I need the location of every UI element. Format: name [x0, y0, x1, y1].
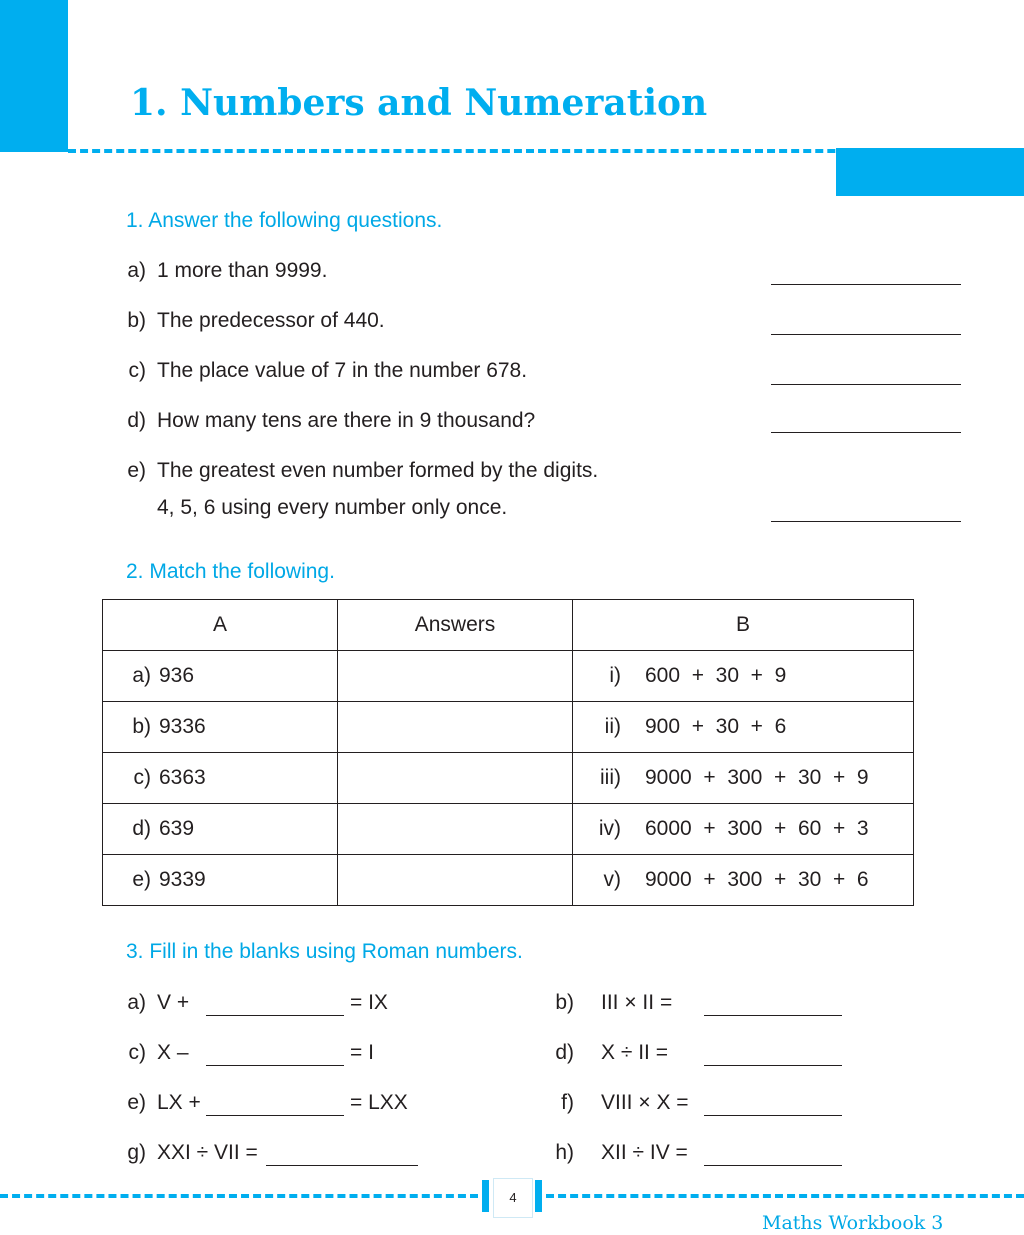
roman-blank-a[interactable] — [206, 1015, 344, 1016]
roman-f-prefix: VIII × X = — [601, 1091, 689, 1114]
roman-e-letter: e) — [127, 1091, 146, 1114]
answer-blank-b[interactable] — [771, 334, 961, 335]
answer-blank-c[interactable] — [771, 384, 961, 385]
row-letter: e) — [132, 868, 151, 891]
footer-divider-right — [546, 1194, 1024, 1198]
roman-a-suffix: = IX — [350, 991, 388, 1014]
question-e-letter: e) — [127, 459, 146, 482]
row-expansion: 9000 + 300 + 30 + 6 — [645, 868, 869, 891]
table-row — [103, 651, 914, 702]
table-header-row — [103, 600, 914, 651]
roman-b-letter: b) — [555, 991, 574, 1014]
answer-cell[interactable] — [338, 753, 573, 804]
row-roman: iii) — [600, 766, 621, 789]
section-1-heading: 1. Answer the following questions. — [126, 209, 443, 232]
row-expansion: 600 + 30 + 9 — [645, 664, 787, 687]
answer-cell[interactable] — [338, 651, 573, 702]
book-title: Maths Workbook 3 — [762, 1212, 944, 1234]
roman-blank-g[interactable] — [266, 1165, 418, 1166]
row-number: 936 — [159, 664, 195, 687]
row-letter: d) — [132, 817, 151, 840]
page-number-bracket-right — [535, 1180, 542, 1212]
roman-blank-h[interactable] — [704, 1165, 842, 1166]
question-a-text: 1 more than 9999. — [157, 259, 328, 282]
answer-blank-e[interactable] — [771, 521, 961, 522]
table-row — [103, 804, 914, 855]
row-roman: iv) — [598, 817, 621, 840]
table-row — [103, 702, 914, 753]
row-expansion: 900 + 30 + 6 — [645, 715, 787, 738]
table-row — [103, 753, 914, 804]
answer-cell[interactable] — [338, 855, 573, 906]
question-e-text: The greatest even number formed by the digits. — [157, 459, 599, 482]
roman-d-letter: d) — [555, 1041, 574, 1064]
question-a-letter: a) — [127, 259, 146, 282]
answer-cell[interactable] — [338, 804, 573, 855]
question-d-letter: d) — [127, 409, 146, 432]
page-title: 1. Numbers and Numeration — [130, 82, 708, 124]
section-2-heading: 2. Match the following. — [126, 560, 335, 583]
footer-divider-left — [0, 1194, 478, 1198]
row-letter: b) — [132, 715, 151, 738]
roman-a-letter: a) — [127, 991, 146, 1014]
roman-blank-e[interactable] — [206, 1115, 344, 1116]
row-roman: i) — [609, 664, 621, 687]
roman-c-prefix: X – — [157, 1041, 189, 1064]
page-number: 4 — [493, 1178, 533, 1218]
roman-a-prefix: V + — [157, 991, 190, 1014]
question-c-letter: c) — [128, 359, 146, 382]
roman-e-suffix: = LXX — [350, 1091, 408, 1114]
column-header-answers: Answers — [338, 600, 573, 651]
roman-blank-d[interactable] — [704, 1065, 842, 1066]
answer-blank-a[interactable] — [771, 284, 961, 285]
roman-h-prefix: XII ÷ IV = — [601, 1141, 688, 1164]
row-number: 9336 — [159, 715, 206, 738]
row-roman: v) — [603, 868, 621, 891]
section-3-heading: 3. Fill in the blanks using Roman numbers. — [126, 940, 523, 963]
question-d-text: How many tens are there in 9 thousand? — [157, 409, 536, 432]
match-table — [102, 599, 914, 906]
roman-g-prefix: XXI ÷ VII = — [157, 1141, 258, 1164]
column-header-b: B — [573, 600, 914, 651]
roman-f-letter: f) — [561, 1091, 574, 1114]
question-c-text: The place value of 7 in the number 678. — [157, 359, 528, 382]
roman-blank-b[interactable] — [704, 1015, 842, 1016]
header-accent-bar — [0, 0, 68, 152]
page-number-bracket-left — [482, 1180, 489, 1212]
answer-blank-d[interactable] — [771, 432, 961, 433]
roman-c-letter: c) — [128, 1041, 146, 1064]
roman-b-prefix: III × II = — [601, 991, 673, 1014]
question-b-letter: b) — [127, 309, 146, 332]
row-expansion: 6000 + 300 + 60 + 3 — [645, 817, 869, 840]
roman-e-prefix: LX + — [157, 1091, 201, 1114]
roman-c-suffix: = I — [350, 1041, 374, 1064]
roman-blank-f[interactable] — [704, 1115, 842, 1116]
question-b-text: The predecessor of 440. — [157, 309, 385, 332]
column-header-a: A — [103, 600, 338, 651]
row-number: 6363 — [159, 766, 206, 789]
question-e-text-line2: 4, 5, 6 using every number only once. — [157, 496, 508, 519]
row-number: 639 — [159, 817, 195, 840]
table-row — [103, 855, 914, 906]
roman-d-prefix: X ÷ II = — [601, 1041, 668, 1064]
roman-blank-c[interactable] — [206, 1065, 344, 1066]
row-number: 9339 — [159, 868, 206, 891]
row-expansion: 9000 + 300 + 30 + 9 — [645, 766, 869, 789]
roman-h-letter: h) — [555, 1141, 574, 1164]
header-accent-block — [836, 148, 1024, 196]
row-roman: ii) — [604, 715, 621, 738]
answer-cell[interactable] — [338, 702, 573, 753]
roman-g-letter: g) — [127, 1141, 146, 1164]
row-letter: c) — [133, 766, 151, 789]
row-letter: a) — [132, 664, 151, 687]
